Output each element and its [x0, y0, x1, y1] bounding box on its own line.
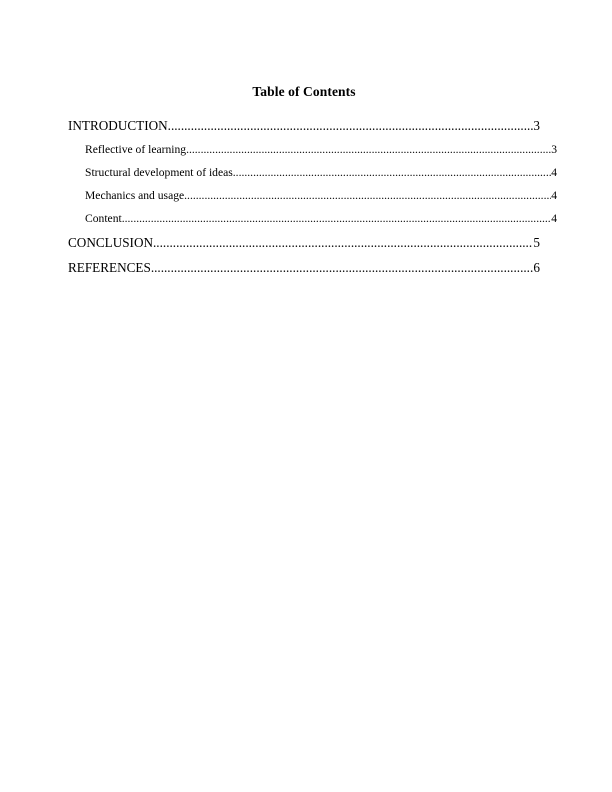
- toc-entry-label: Mechanics and usage: [85, 189, 185, 203]
- toc-leader-dots: [184, 189, 551, 202]
- toc-entry-label: Structural development of ideas: [85, 166, 233, 180]
- table-of-contents: [68, 118, 557, 276]
- toc-leader-dots: [153, 235, 533, 251]
- toc-entry-label: REFERENCES: [68, 260, 151, 276]
- toc-entry-references[interactable]: [68, 260, 540, 276]
- toc-entry-mechanics-and-usage[interactable]: [68, 189, 557, 202]
- toc-entry-page: 4: [551, 212, 557, 226]
- page-title: Table of Contents: [252, 84, 356, 99]
- toc-leader-dots: [186, 143, 551, 156]
- toc-entry-reflective-of-learning[interactable]: [68, 143, 557, 156]
- toc-entry-label: CONCLUSION: [68, 235, 153, 251]
- toc-leader-dots: [233, 166, 551, 179]
- toc-leader-dots: [168, 118, 534, 134]
- toc-entry-content[interactable]: [68, 212, 557, 225]
- toc-entry-introduction[interactable]: [68, 118, 540, 134]
- toc-entry-conclusion[interactable]: [68, 235, 540, 251]
- toc-entry-page: 3: [551, 143, 557, 157]
- toc-entry-page: 5: [533, 235, 540, 251]
- toc-entry-page: 4: [551, 189, 557, 203]
- toc-entry-page: 6: [533, 260, 540, 276]
- toc-entry-page: 4: [551, 166, 557, 180]
- toc-entry-label: Reflective of learning: [85, 143, 187, 157]
- toc-entry-structural-development-of-ideas[interactable]: [68, 166, 557, 179]
- toc-entry-label: Content: [85, 212, 122, 226]
- toc-leader-dots: [122, 212, 551, 225]
- toc-entry-page: 3: [533, 118, 540, 134]
- toc-entry-label: INTRODUCTION: [68, 118, 168, 134]
- toc-leader-dots: [151, 260, 534, 276]
